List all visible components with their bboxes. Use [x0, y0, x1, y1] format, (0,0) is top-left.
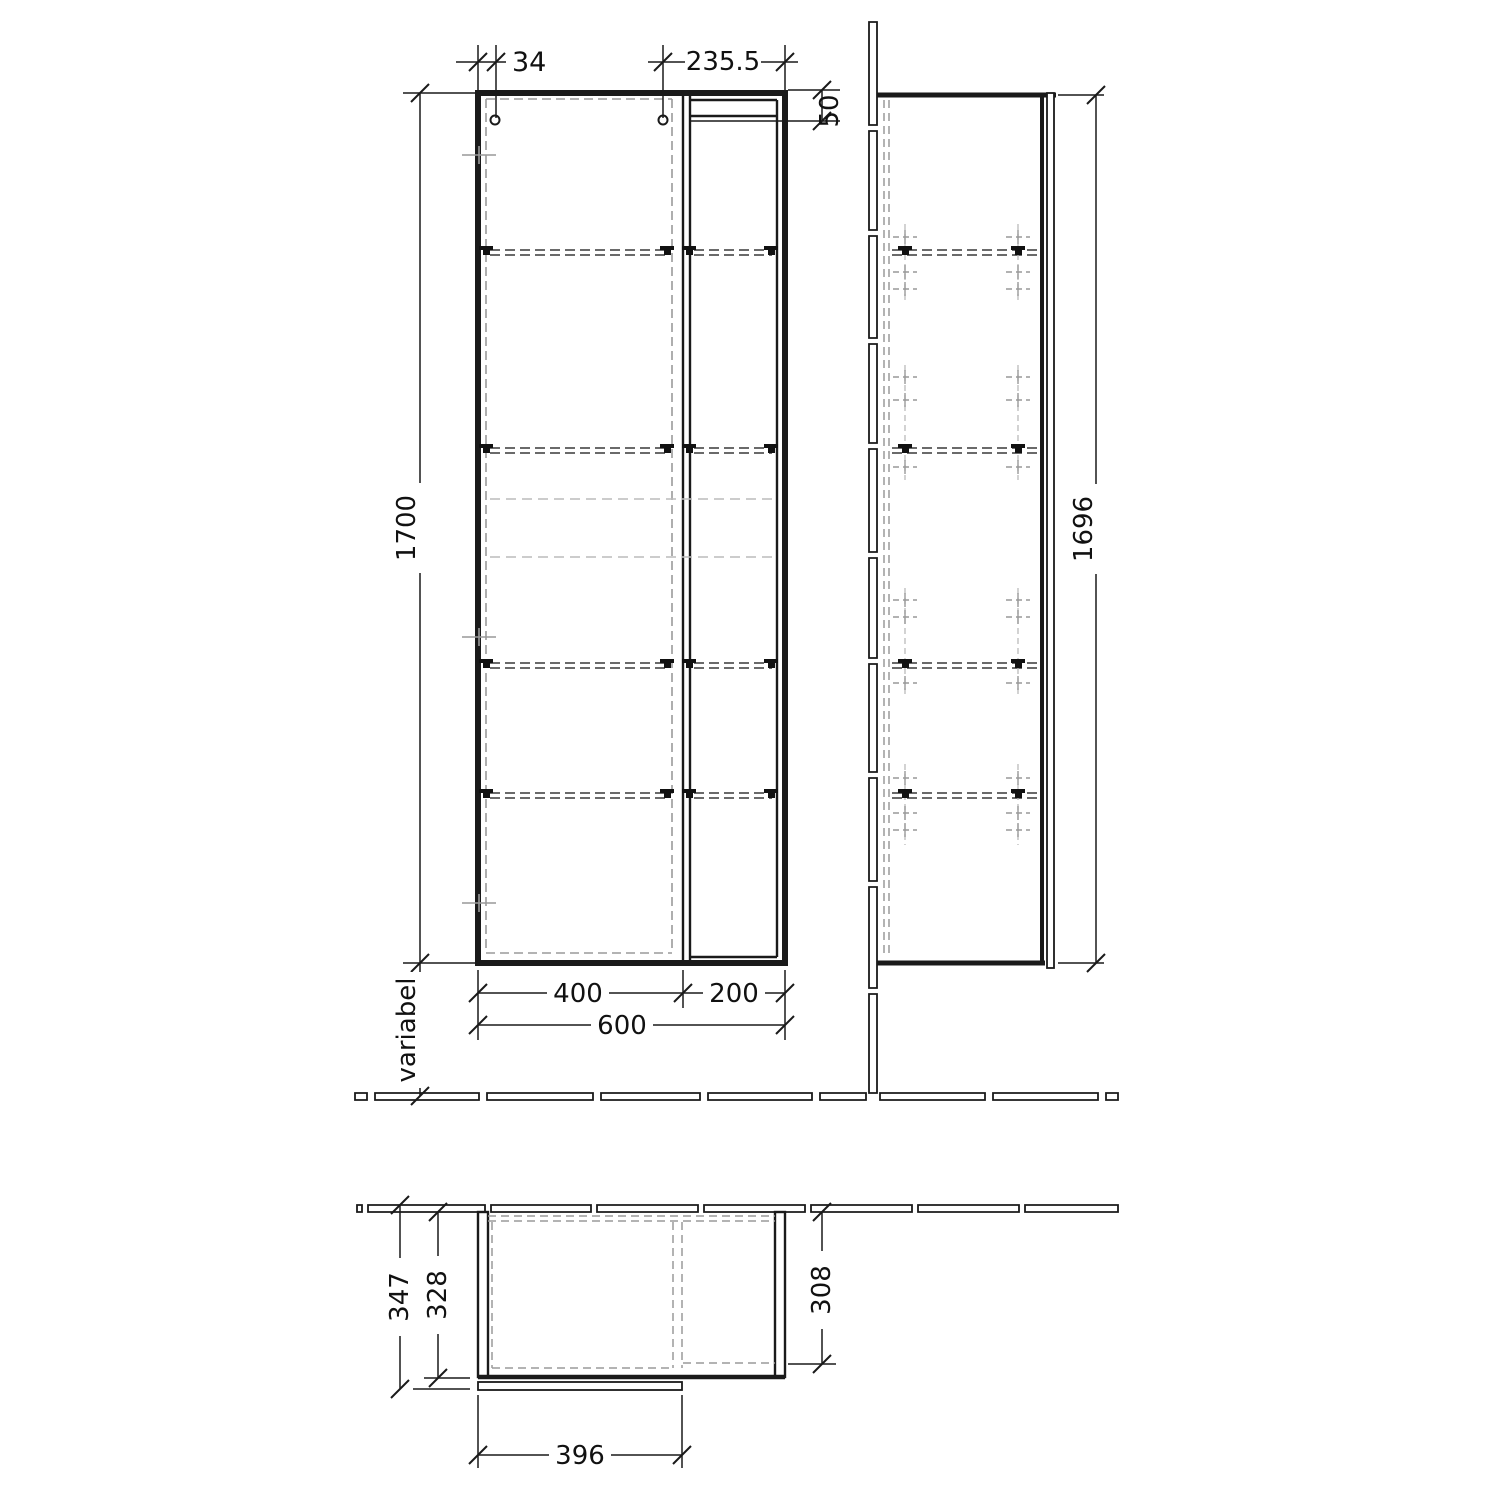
dim-label-body-depth: 328 [423, 1270, 453, 1320]
side-shelf-rows-dashed [892, 250, 1040, 798]
side-backpanel-dashed [884, 100, 889, 958]
dim-label-depth-with-door: 347 [385, 1272, 415, 1322]
side-door-panel [1047, 93, 1054, 968]
plan-wall-hatch-line [357, 1205, 1118, 1212]
side-shelf-pins [898, 246, 1025, 798]
side-hole-marks-horizontal [893, 237, 1030, 830]
dim-label-side-height: 1696 [1069, 495, 1099, 563]
plan-left-side-panel [478, 1212, 488, 1377]
dim-label-open-depth: 308 [807, 1265, 837, 1315]
dim-label-door-width: 400 [553, 979, 603, 1009]
dim-label-hole-span: 235.5 [685, 47, 761, 77]
side-carcass-top-bottom [877, 95, 1056, 963]
dim-label-front-height: 1700 [392, 494, 422, 562]
plan-hidden-dashed [488, 1216, 775, 1368]
front-view [462, 93, 785, 963]
front-carcass-outline [478, 93, 785, 963]
dim-label-total-width: 600 [597, 1011, 647, 1041]
dim-label-door-panel-width: 396 [555, 1441, 605, 1471]
mounting-hole-left [491, 116, 500, 125]
floor-hatch-line [355, 1093, 1118, 1100]
plan-right-side-panel [775, 1212, 785, 1377]
side-view [877, 93, 1056, 968]
dim-label-floor-gap: variabel [392, 977, 422, 1083]
dim-label-open-width: 200 [709, 979, 759, 1009]
plan-door-panel [478, 1382, 682, 1390]
side-hole-column-centerlines [905, 224, 1018, 845]
side-hole-marks-vertical [905, 230, 1018, 837]
side-wall-hatch-line [869, 22, 877, 1093]
dim-label-hole-offset: 34 [512, 47, 547, 78]
dim-label-top-shelf: 50 [815, 94, 845, 128]
plan-view [478, 1212, 785, 1390]
